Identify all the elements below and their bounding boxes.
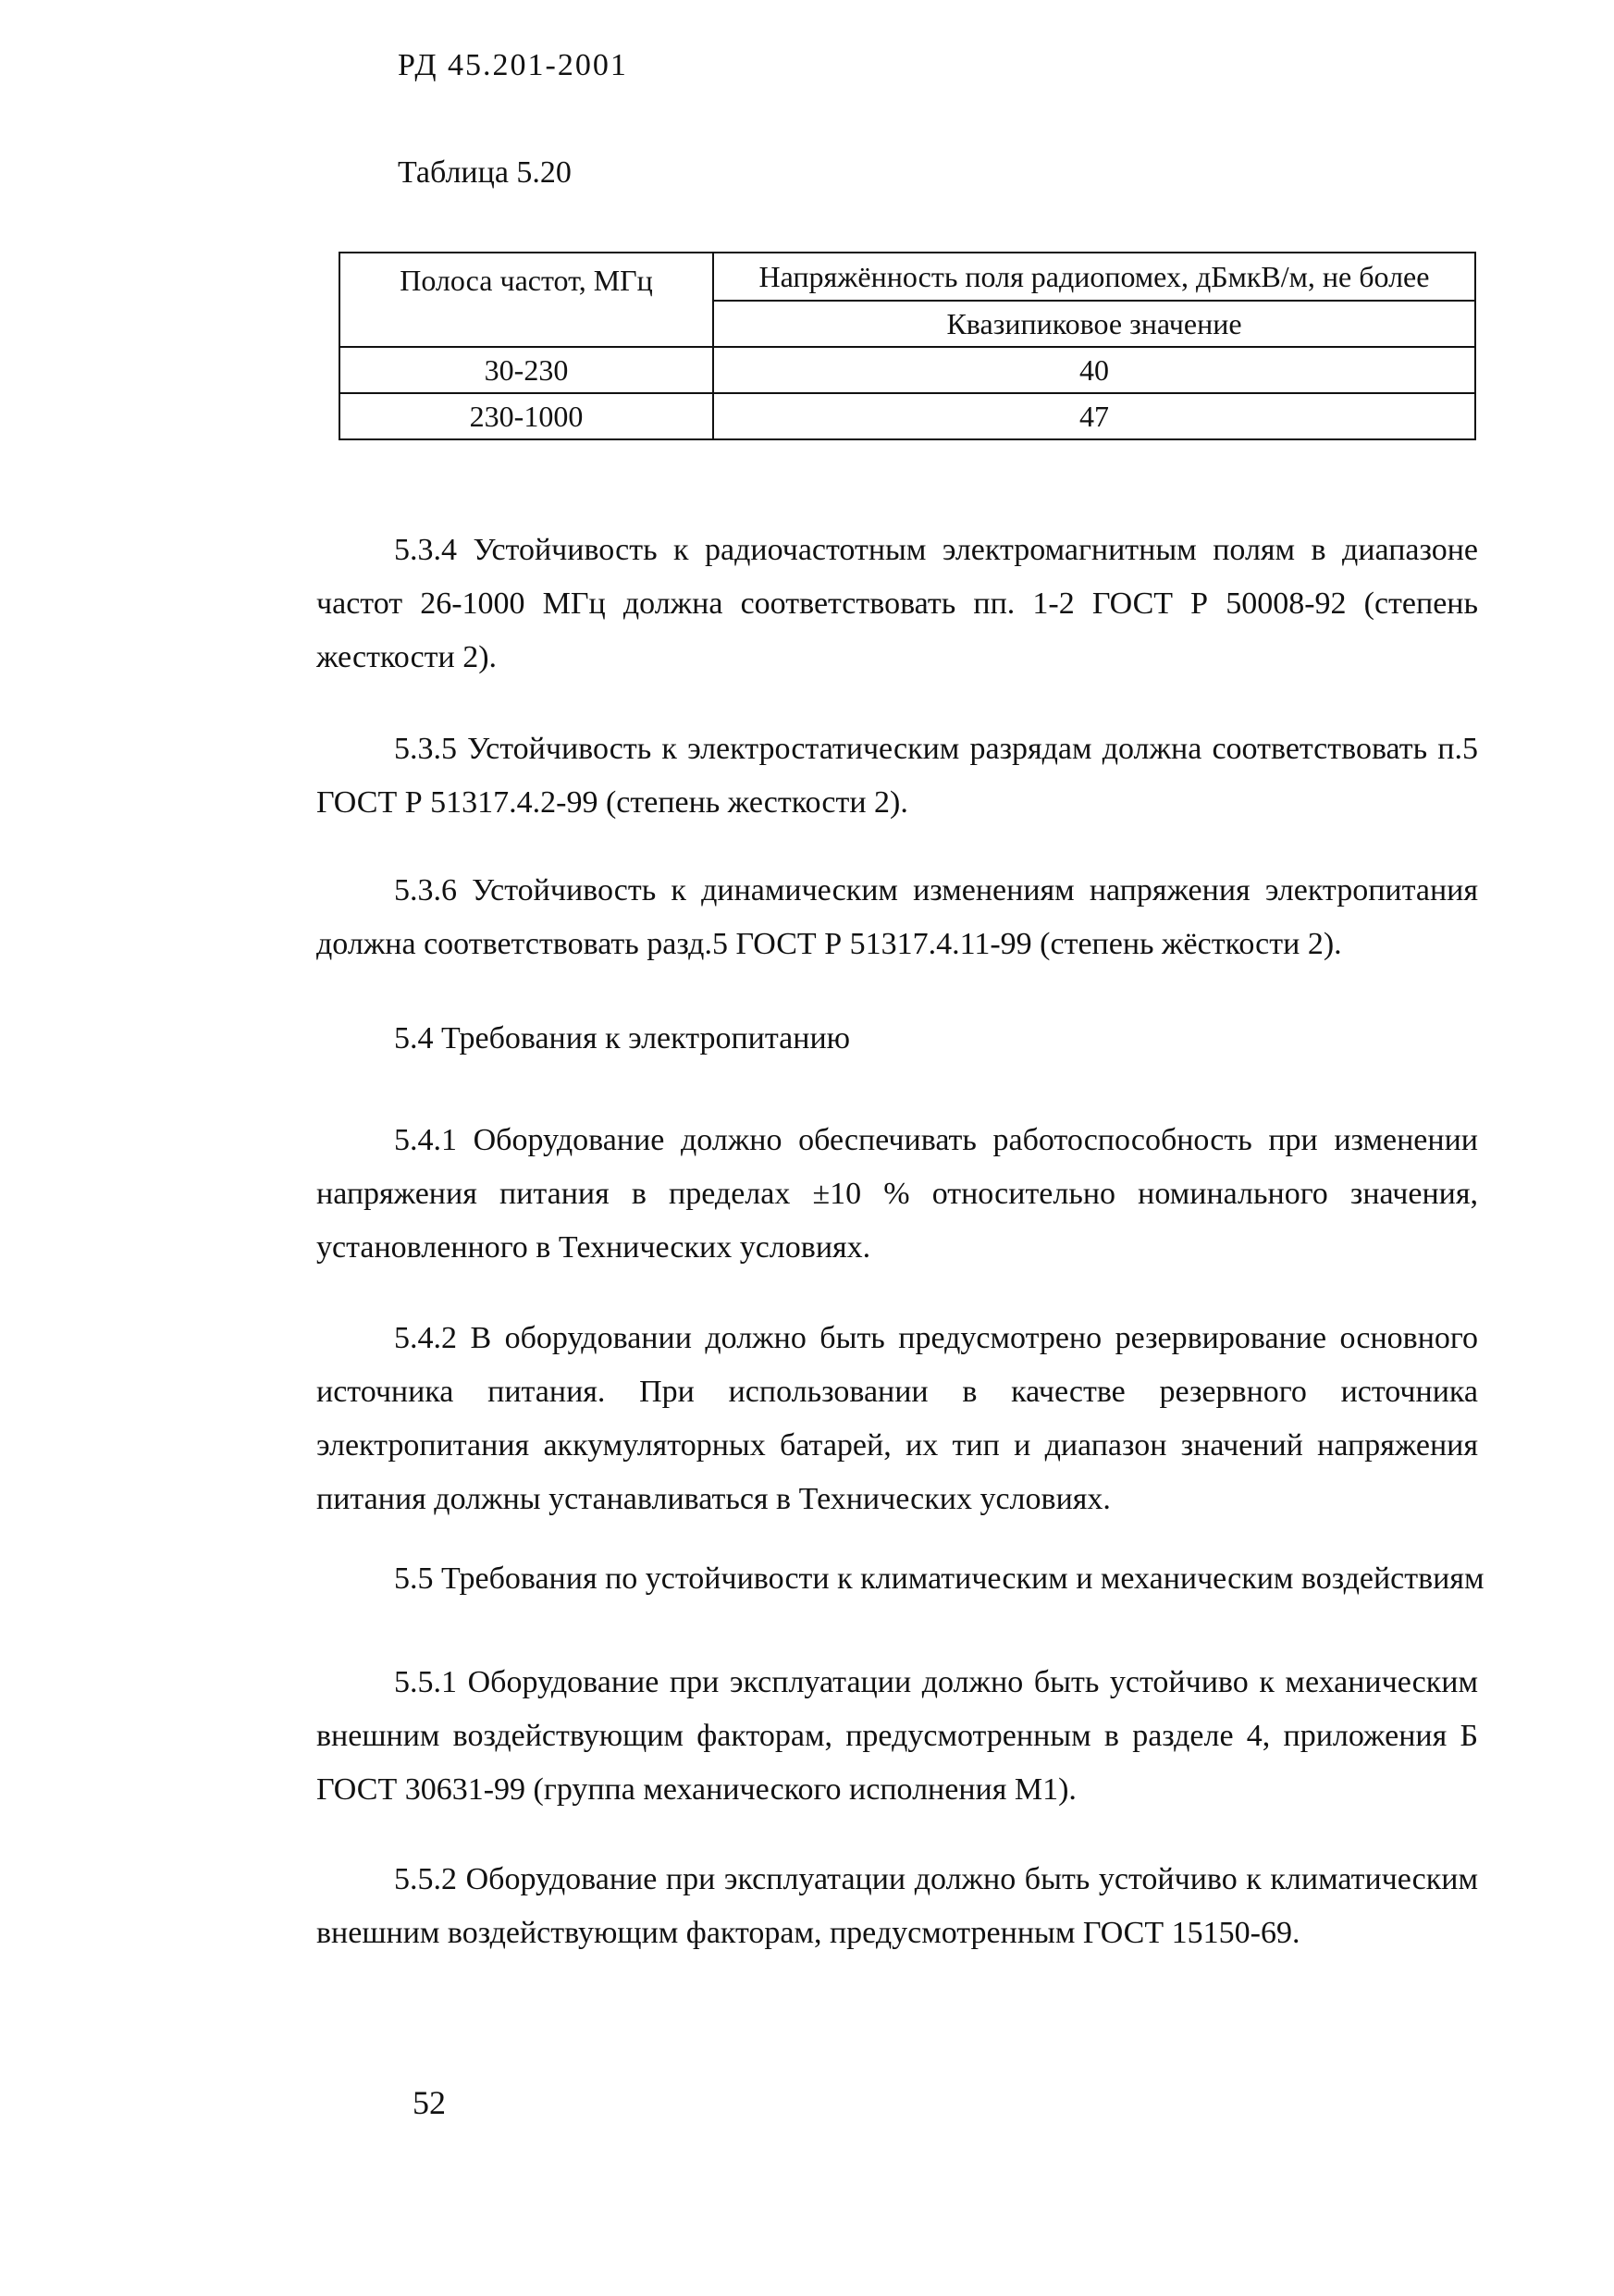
cell-value: 40 — [713, 347, 1475, 393]
paragraph-5-3-5: 5.3.5 Устойчивость к электростатическим разрядам должна соответствовать п.5 ГОСТ Р 51317.4.2-99 (степень жесткости 2). — [316, 732, 1478, 820]
table-row — [339, 393, 1475, 439]
cell-band: 230-1000 — [339, 393, 713, 439]
header-frequency-band: Полоса частот, МГц — [339, 253, 713, 347]
paragraph-5-3-6: 5.3.6 Устойчивость к динамическим изменениям напряжения электропитания должна соответствовать разд.5 ГОСТ Р 51317.4.11-99 (степень жёсткости 2). — [316, 873, 1478, 961]
header-field-strength: Напряжённость поля радиопомех, дБмкВ/м, не более — [713, 253, 1475, 301]
heading-5-4: 5.4 Требования к электропитанию — [394, 1021, 851, 1055]
paragraph-5-5-1: 5.5.1 Оборудование при эксплуатации должно быть устойчиво к механическим внешним воздействующим факторам, предусмотренным в разделе 4, приложения Б ГОСТ 30631-99 (группа механического исполнения М1). — [316, 1665, 1478, 1807]
table-row — [339, 347, 1475, 393]
paragraph-5-3-4: 5.3.4 Устойчивость к радиочастотным электромагнитным полям в диапазоне частот 26-1000 МГц должна соответствовать пп. 1-2 ГОСТ Р 50008-92 (степень жесткости 2). — [316, 533, 1478, 674]
page-number: 52 — [413, 2084, 446, 2121]
cell-value: 47 — [713, 393, 1475, 439]
heading-5-5: 5.5 Требования по устойчивости к климатическим и механическим воздействиям — [394, 1562, 1485, 1596]
paragraph-5-4-2: 5.4.2 В оборудовании должно быть предусмотрено резервирование основного источника питания. При использовании в качестве резервного источника электропитания аккумуляторных батарей, их тип и диапазон значений напряжения питания должны устанавливаться в Технических условиях. — [316, 1321, 1478, 1516]
table-caption: Таблица 5.20 — [398, 155, 572, 190]
paragraph-5-4-1: 5.4.1 Оборудование должно обеспечивать работоспособность при изменении напряжения питания в пределах ±10 % относительно номинального значения, установленного в Технических условиях. — [316, 1123, 1478, 1265]
table-header-row — [339, 253, 1475, 301]
subheader-quasi-peak: Квазипиковое значение — [713, 301, 1475, 347]
paragraph-5-5-2: 5.5.2 Оборудование при эксплуатации должно быть устойчиво к климатическим внешним воздействующим факторам, предусмотренным ГОСТ 15150-69. — [316, 1862, 1478, 1950]
document-code: РД 45.201-2001 — [398, 48, 628, 82]
cell-band: 30-230 — [339, 347, 713, 393]
emission-limits-table — [339, 252, 1476, 440]
